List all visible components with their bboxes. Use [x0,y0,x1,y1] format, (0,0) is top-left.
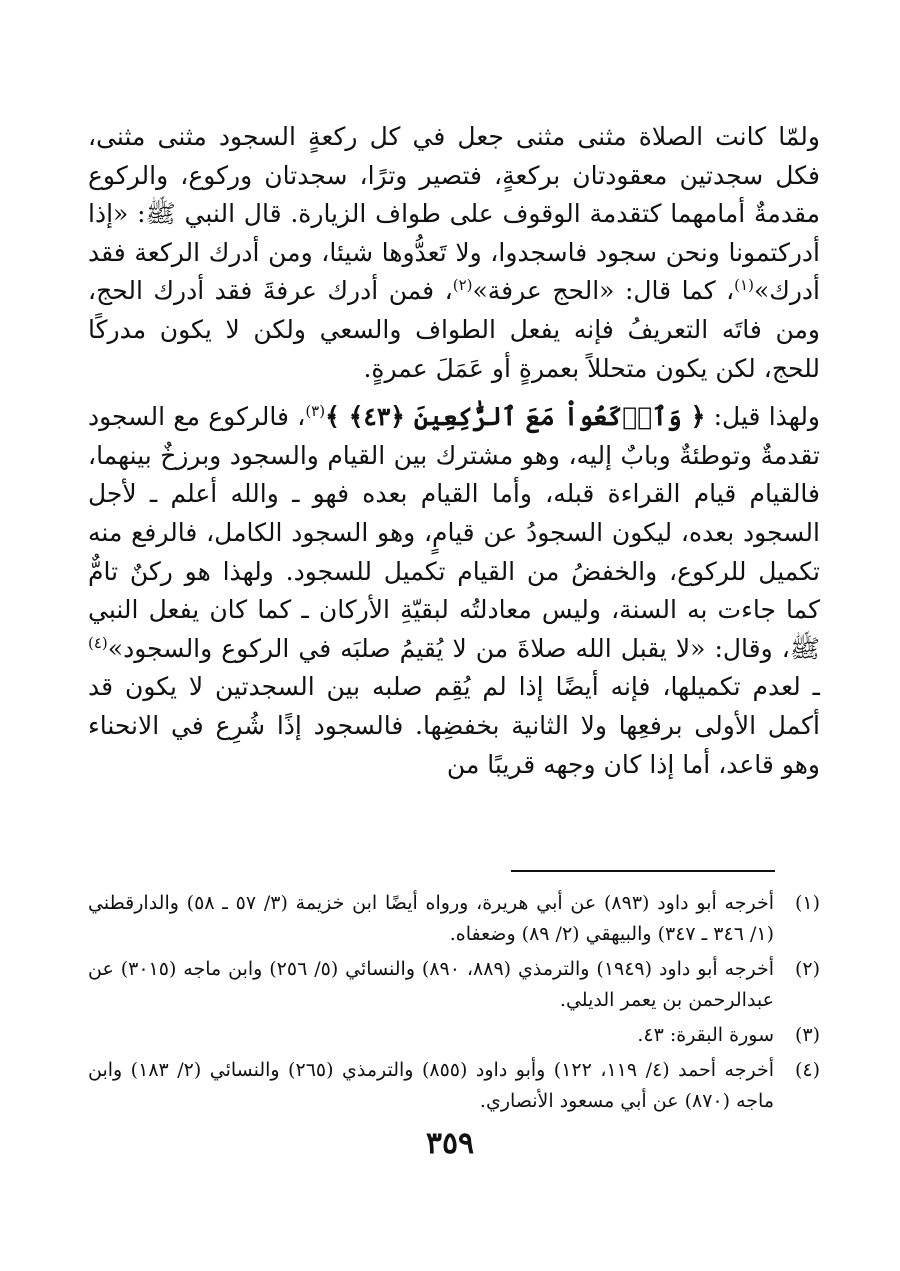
paragraph-2 [88,398,820,784]
footnote-divider [511,870,775,872]
footnote-number: (١) [794,892,820,914]
footnote-ref-3[interactable]: (٣) [305,402,326,421]
paragraph-1-text-2: ، كما قال: «الحج عرفة» [472,276,735,306]
quran-verse: ﴿ وَٱرۡكَعُواْ مَعَ ٱلرَّٰكِعِينَ ﴿٤٣﴾ ﴾ [325,402,706,432]
footnote-text: أخرجه أحمد (٤/ ١١٩، ١٢٢) وأبو داود (٨٥٥) والترمذي (٢٦٥) والنسائي (٢/ ١٨٣) وابن ماجه (٨٧٠) عن أبي مسعود الأنصاري. [88,1059,774,1112]
paragraph-1-text-3: ، فمن أدرك عرفةَ فقد أدرك الحج، ومن فاتَه التعريفُ فإنه يفعل الطواف والسعي ولكن لا يكون مدركًا للحج، لكن يكون متحللاً بعمرةٍ أو عَمَلَ عمرةٍ. [88,276,820,383]
paragraph-2-text-2: ، فالركوع مع السجود تقدمةٌ وتوطئةٌ وبابٌ إليه، وهو مشترك بين القيام والسجود وبرزخٌ بينهما، فالقيام قيام القراءة قبله، وأما القيام بعده فهو ـ والله أعلم ـ لأجل السجود بعده، ليكون السجودُ عن قيامٍ، وهو السجود الكامل، فالرفع منه تكميل للركوع، والخفضُ من القيام تكميل للسجود. ولهذا هو ركنٌ تامٌّ كما جاءت به السنة، وليس معادلتُه لبقيّةِ الأركان ـ كما كان يفعل النبي ﷺ، وقال: «لا يقبل الله صلاةَ من لا يُقيمُ صلبَه في الركوع والسجود» [88,402,820,663]
paragraph-2-text: ولهذا قيل: [705,402,821,432]
paragraph-2-text-3: ـ لعدم تكميلها، فإنه أيضًا إذا لم يُقِم صلبه بين السجدتين لا يكون قد أكمل الأولى برفعِها ولا الثانية بخفضِها. فالسجود إذًا شُرِع في الانحناء وهو قاعد، أما إذا كان وجهه قريبًا من [88,672,820,779]
footnote-number: (٤) [794,1059,820,1081]
footnote-1 [88,888,820,950]
footnote-ref-1[interactable]: (١) [734,276,754,295]
footnote-4 [88,1055,820,1117]
footnote-text: أخرجه أبو داود (٨٩٣) عن أبي هريرة، ورواه أيضًا ابن خزيمة (٣/ ٥٧ ـ ٥٨) والدارقطني (١/ ٣٤٦ ـ ٣٤٧) والبيهقي (٢/ ٨٩) وضعفاه. [88,892,774,945]
footnote-number: (٣) [794,1024,820,1046]
footnote-3 [88,1020,820,1051]
paragraph-1 [88,118,820,388]
footnotes-section [88,888,820,1121]
footnote-text: أخرجه أبو داود (١٩٤٩) والترمذي (٨٨٩، ٨٩٠) والنسائي (٥/ ٢٥٦) وابن ماجه (٣٠١٥) عن عبدالرحمن بن يعمر الديلي. [88,958,775,1011]
paragraph-1-text: ولمّا كانت الصلاة مثنى مثنى جعل في كل ركعةٍ السجود مثنى مثنى، فكل سجدتين معقودتان بركعةٍ، فتصير وترًا، سجدتان وركوع، والركوع مقدمةٌ أمامهما كتقدمة الوقوف على طواف الزيارة. قال النبي ﷺ: «إذا أدركتمونا ونحن سجود فاسجدوا، ولا تَعدُّوها شيئا، ومن أدرك الركعة فقد أدرك» [88,122,821,306]
footnote-ref-2[interactable]: (٢) [452,276,473,295]
footnote-text: سورة البقرة: ٤٣. [637,1024,774,1046]
main-text [88,118,820,784]
footnote-number: (٢) [794,958,820,980]
footnote-ref-4[interactable]: (٤) [88,633,108,652]
footnote-2 [88,954,820,1016]
page-number: ٣٥٩ [425,1126,475,1161]
